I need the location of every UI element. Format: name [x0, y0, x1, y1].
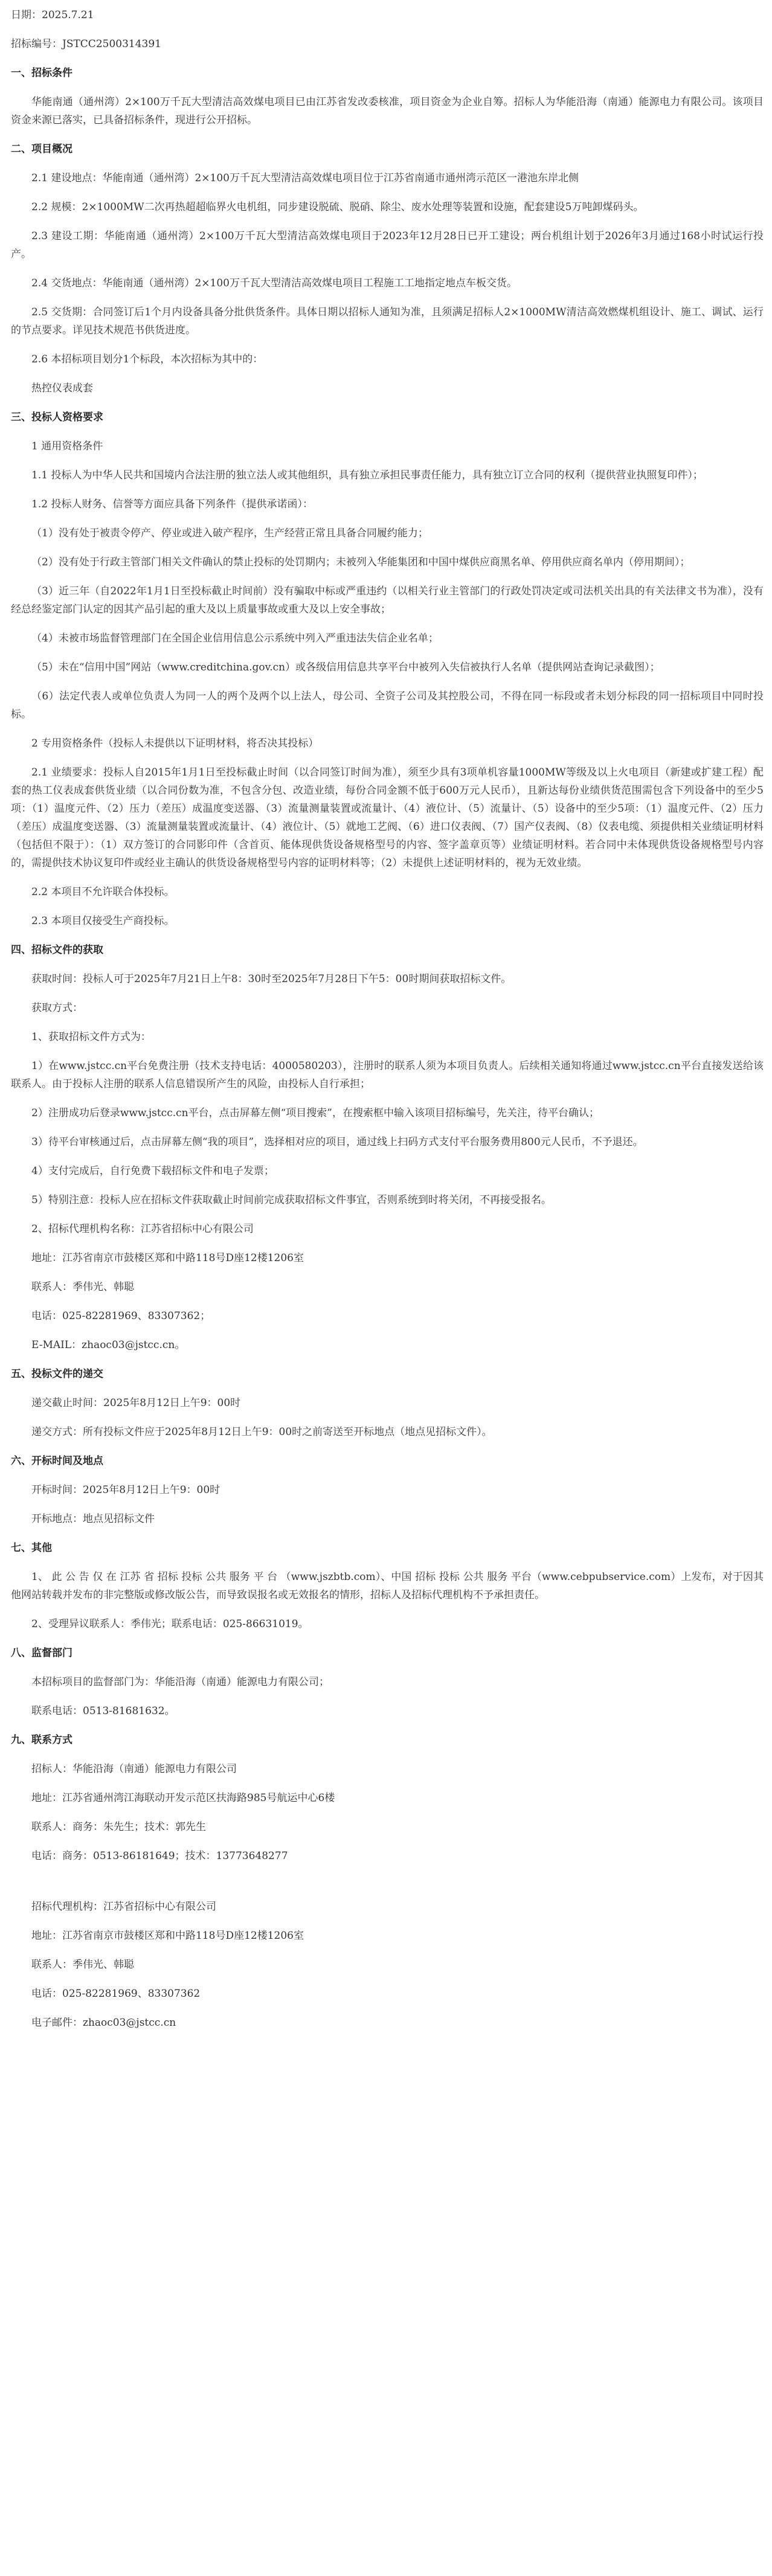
paragraph: 5）特别注意：投标人应在招标文件获取截止时间前完成获取招标文件事宜，否则系统到时将关闭，不再接受报名。 [31, 1194, 552, 1206]
announcement-date: 日期：2025.7.21 [11, 9, 94, 21]
section-heading-bid-submission: 五、投标文件的递交 [11, 1368, 103, 1380]
paragraph: 4）支付完成后，自行免费下载招标文件和电子发票； [31, 1165, 274, 1177]
paragraph: 2、招标代理机构名称：江苏省招标中心有限公司 [31, 1223, 254, 1235]
paragraph: 地址：江苏省南京市鼓楼区郑和中路118号D座12楼1206室 [31, 1930, 304, 1942]
lot-name: 热控仪表成套 [31, 382, 93, 394]
paragraph: 电话：025-82281969、83307362； [31, 1310, 211, 1322]
paragraph: 3）待平台审核通过后，点击屏幕左侧“我的项目”，选择相对应的项目，通过线上扫码方式支付平台服务费用800元人民币，不予退还。 [31, 1136, 643, 1148]
paragraph: 获取方式： [31, 1002, 83, 1014]
paragraph: 2.2 本项目不允许联合体投标。 [31, 886, 175, 898]
paragraph: （1）没有处于被责令停产、停业或进入破产程序，生产经营正常且具备合同履约能力； [31, 527, 428, 539]
paragraph: 联系电话：0513-81681632。 [31, 1705, 175, 1717]
paragraph: （6）法定代表人或单位负责人为同一人的两个及两个以上法人，母公司、全资子公司及其控股公司，不得在同一标段或者未划分标段的同一招标项目中同时投标。 [11, 690, 764, 721]
paragraph: 招标人：华能沿海（南通）能源电力有限公司 [31, 1763, 237, 1775]
paragraph: 2 专用资格条件（投标人未提供以下证明材料，将否决其投标） [31, 737, 319, 750]
paragraph: 2.1 建设地点：华能南通（通州湾）2×100万千瓦大型清洁高效煤电项目位于江苏省南通市通州湾示范区一港池东岸北侧 [31, 172, 579, 184]
paragraph: （3）近三年（自2022年1月1日至投标截止时间前）没有骗取中标或严重违约（以相关行业主管部门的行政处罚决定或司法机关出具的有关法律文书为准），没有经总经鉴定部门认定的因其产品引起的重大及以上质量事故或重大及以上安全事故； [11, 585, 764, 615]
paragraph: 地址：江苏省通州湾江海联动开发示范区扶海路985号航运中心6楼 [31, 1792, 335, 1804]
paragraph: 地址：江苏省南京市鼓楼区郑和中路118号D座12楼1206室 [31, 1252, 304, 1264]
paragraph: 2.5 交货期：合同签订后1个月内设备具备分批供货条件。具体日期以招标人通知为准，且须满足招标人2×1000MW清洁高效燃煤机组设计、施工、调试、运行的节点要求。详见技术规范书供货进度。 [11, 306, 764, 336]
paragraph: 2.3 建设工期：华能南通（通州湾）2×100万千瓦大型清洁高效煤电项目于2023年12月28日已开工建设；两台机组计划于2026年3月通过168小时试运行投产。 [11, 230, 764, 260]
tender-number: 招标编号：JSTCC2500314391 [11, 38, 161, 50]
paragraph: 2.6 本招标项目划分1个标段，本次招标为其中的： [31, 353, 263, 365]
paragraph: 1 通用资格条件 [31, 440, 103, 452]
paragraph: 递交截止时间：2025年8月12日上午9：00时 [31, 1397, 241, 1409]
paragraph: 1、获取招标文件方式为： [31, 1031, 151, 1043]
paragraph: 2）注册成功后登录www.jstcc.cn平台，点击屏幕左侧“项目搜索”，在搜索框中输入该项目招标编号，先关注，待平台确认； [31, 1107, 599, 1119]
paragraph: 1）在www.jstcc.cn平台免费注册（技术支持电话：4000580203），注册时的联系人须为本项目负责人。后续相关通知将通过www.jstcc.cn平台直接发送给该联系人。由于投标人注册的联系人信息错误所产生的风险，由投标人自行承担； [11, 1060, 764, 1090]
paragraph: 1.1 投标人为中华人民共和国境内合法注册的独立法人或其他组织，具有独立承担民事责任能力，具有独立订立合同的权利（提供营业执照复印件）； [31, 469, 703, 481]
section-heading-supervision: 八、监督部门 [11, 1647, 72, 1659]
paragraph: （4）未被市场监督管理部门在全国企业信用信息公示系统中列入严重违法失信企业名单； [31, 632, 439, 644]
section-heading-bid-opening: 六、开标时间及地点 [11, 1455, 103, 1467]
paragraph: 电子邮件：zhaoc03@jstcc.cn [31, 2017, 176, 2029]
section-heading-project-overview: 二、项目概况 [11, 143, 72, 155]
section-heading-obtaining-documents: 四、招标文件的获取 [11, 944, 103, 956]
section-heading-other: 七、其他 [11, 1542, 52, 1554]
paragraph: 本招标项目的监督部门为：华能沿海（南通）能源电力有限公司； [31, 1676, 329, 1688]
paragraph: 电话：025-82281969、83307362 [31, 1988, 201, 2000]
paragraph: 2.2 规模：2×1000MW二次再热超超临界火电机组，同步建设脱硫、脱硝、除尘、废水处理等装置和设施，配套建设5万吨卸煤码头。 [31, 201, 644, 213]
paragraph: 递交方式：所有投标文件应于2025年8月12日上午9：00时之前寄送至开标地点（地点见招标文件）。 [31, 1426, 492, 1438]
paragraph: 1、 此 公 告 仅 在 江苏 省 招标 投标 公共 服务 平 台 （www.jszbtb.com）、中国 招标 投标 公共 服务 平台（www.cebpubservice.com）上发布，对于因其他网站转载并发布的非完整版或修改版公告，而导致误报名或无效报名的情形，招标人及招标代理机构不予承担责任。 [11, 1571, 764, 1601]
paragraph: 华能南通（通州湾）2×100万千瓦大型清洁高效煤电项目已由江苏省发改委核准，项目资金为企业自筹。招标人为华能沿海（南通）能源电力有限公司。该项目资金来源已落实，已具备招标条件，现进行公开招标。 [11, 96, 764, 126]
paragraph: E-MAIL：zhaoc03@jstcc.cn。 [31, 1339, 185, 1351]
section-heading-bidder-qualifications: 三、投标人资格要求 [11, 411, 103, 423]
paragraph: 2、受理异议联系人：季伟光；联系电话：025-86631019。 [31, 1618, 309, 1630]
paragraph: 联系人：季伟光、韩聪 [31, 1281, 134, 1293]
paragraph: 2.1 业绩要求：投标人自2015年1月1日至投标截止时间（以合同签订时间为准），须至少具有3项单机容量1000MW等级及以上火电项目（新建或扩建工程）配套的热工仪表成套供货业绩（以合同份数为准，不包含分包、改造业绩，每份合同金额不低于600万元人民币），且新达每份业绩供货范围需包含下列设备中的至少5项：（1）温度元件、（2）压力（差压）成温度变送器、（3）流量测量装置或流量计、（4）液位计、（5）流量计、（5）设备中的至少5项：（1）温度元件、（2）压力（差压）成温度变送器、（3）流量测量装置或流量计、（4）液位计、（5）就地工艺阀、（6）进口仪表阀、（7）国产仪表阀、（8）仪表电缆、须提供相关业绩证明材料（包括但不限于）：（1）双方签订的合同影印件（含首页、能体现供货设备规格型号的内容、签字盖章页等）业绩证明材料。若合同中未体现供货设备规格型号内容的，需提供技术协议复印件或经业主确认的供货设备规格型号内容的证明材料等；（2）未提供上述证明材料的，视为无效业绩。 [11, 766, 764, 869]
paragraph: 2.4 交货地点：华能南通（通州湾）2×100万千瓦大型清洁高效煤电项目工程施工工地指定地点车板交货。 [31, 277, 517, 289]
paragraph: 开标时间：2025年8月12日上午9：00时 [31, 1484, 220, 1496]
paragraph: 获取时间：投标人可于2025年7月21日上午8：30时至2025年7月28日下午5：00时期间获取招标文件。 [31, 973, 512, 985]
section-heading-tender-conditions: 一、招标条件 [11, 67, 72, 79]
section-heading-contact: 九、联系方式 [11, 1734, 72, 1746]
paragraph: （2）没有处于行政主管部门相关文件确认的禁止投标的处罚期内；未被列入华能集团和中国中煤供应商黑名单、停用供应商名单内（停用期间）； [31, 556, 690, 568]
paragraph: 2.3 本项目仅接受生产商投标。 [31, 915, 175, 927]
paragraph: （5）未在“信用中国”网站（www.creditchina.gov.cn）或各级信用信息共享平台中被列入失信被执行人名单（提供网站查询记录截图）； [31, 661, 660, 673]
paragraph: 联系人：商务：朱先生；技术：郭先生 [31, 1821, 206, 1833]
spacer [11, 1876, 764, 1898]
paragraph: 联系人：季伟光、韩聪 [31, 1959, 134, 1971]
paragraph: 1.2 投标人财务、信誉等方面应具备下列条件（提供承诺函）： [31, 498, 313, 510]
paragraph: 电话：商务：0513-86181649；技术：13773648277 [31, 1850, 288, 1862]
paragraph: 开标地点：地点见招标文件 [31, 1513, 155, 1525]
paragraph: 招标代理机构：江苏省招标中心有限公司 [31, 1901, 216, 1913]
